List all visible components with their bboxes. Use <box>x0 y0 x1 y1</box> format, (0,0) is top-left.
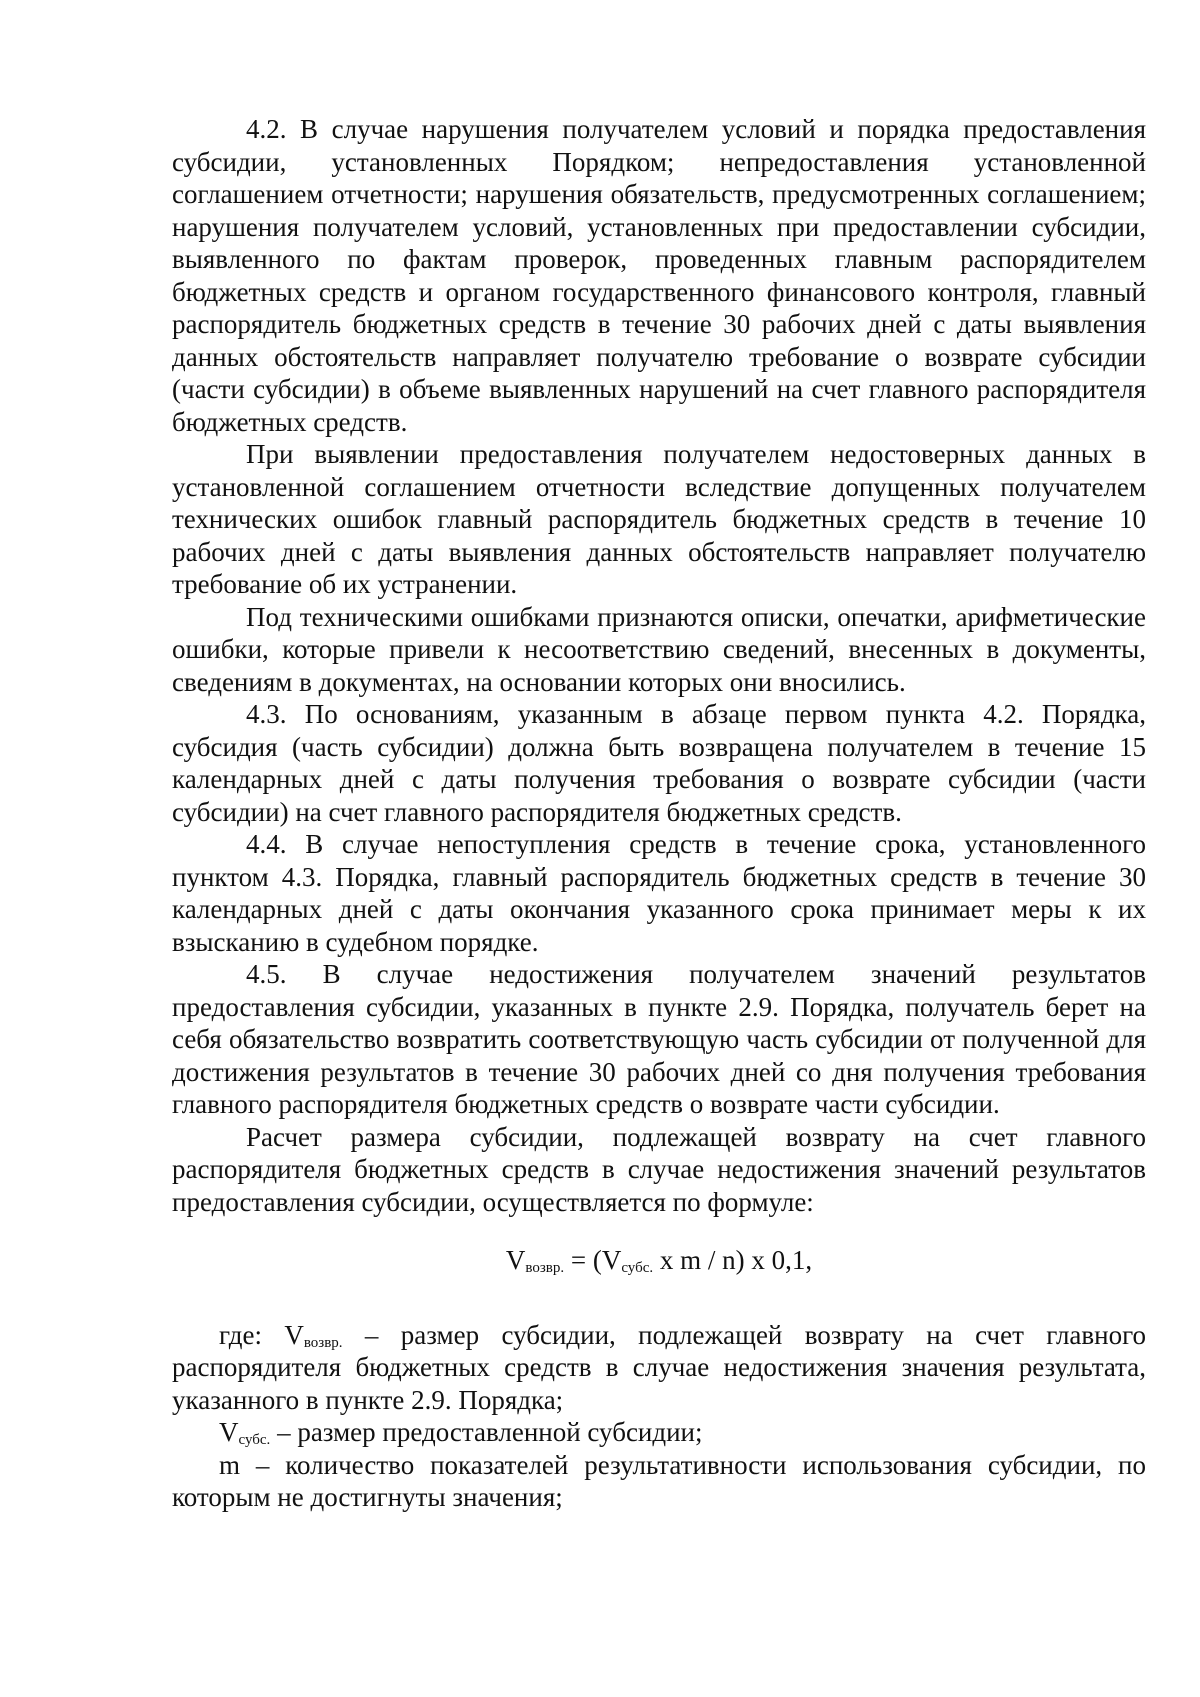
formula-rest: x m / n) x 0,1, <box>653 1245 813 1275</box>
paragraph-technical-errors: При выявлении предоставления получателем недостоверных данных в установленной соглашением отчетности вследствие допущенных получателем технических ошибок главный распорядитель бюджетных средств в течение 10 рабочих дней с даты выявления данных обстоятельств направляет получателю требование об их устранении. <box>172 439 1146 599</box>
paragraph-4-5: 4.5. В случае недостижения получателем значений результатов предоставления субсидии, указанных в пункте 2.9. Порядка, получатель берет на себя обязательство возвратить соответствующую часть субсидии от полученной для достижения результатов в течение 30 рабочих дней со дня получения требования главного распорядителя бюджетных средств о возврате части субсидии. <box>172 959 1146 1119</box>
paragraph-4-3: 4.3. По основаниям, указанным в абзаце первом пункта 4.2. Порядка, субсидия (часть субсидии) должна быть возвращена получателем в течение 15 календарных дней с даты получения требования о возврате субсидии (части субсидии) на счет главного распорядителя бюджетных средств. <box>172 699 1146 827</box>
paragraph-4-4: 4.4. В случае непоступления средств в течение срока, установленного пунктом 4.3. Порядка, главный распорядитель бюджетных средств в течение 30 календарных дней с даты окончания указанного срока принимает меры к их взысканию в судебном порядке. <box>172 829 1146 957</box>
return-formula <box>172 1244 1146 1277</box>
document-page <box>172 113 1146 1514</box>
definition-m: m – количество показателей результативности использования субсидии, по которым не достигнуты значения; <box>172 1449 1146 1512</box>
paragraph-4-2: 4.2. В случае нарушения получателем условий и порядка предоставления субсидии, установленных Порядком; непредоставления установленной соглашением отчетности; нарушения обязательств, предусмотренных соглашением; нарушения получателем условий, установленных при предоставлении субсидии, выявленного по фактам проверок, проведенных главным распорядителем бюджетных средств и органом государственного финансового контроля, главный распорядитель бюджетных средств в течение 30 рабочих дней с даты выявления данных обстоятельств направляет получателю требование о возврате субсидии (части субсидии) в объеме выявленных нарушений на счет главного распорядителя бюджетных средств. <box>172 114 1146 437</box>
formula-v-return: V <box>505 1245 526 1275</box>
definition-v-subs-subscript: субс. <box>238 1432 271 1448</box>
definition-lead: где: <box>219 1319 285 1350</box>
paragraph-technical-errors-definition: Под техническими ошибками признаются описки, опечатки, арифметические ошибки, которые привели к несоответствию сведений, внесенных в документы, сведениям в документах, на основании которых они вносились. <box>172 601 1146 697</box>
definition-v-subs-letter: V <box>219 1417 239 1447</box>
formula-v-subs: V <box>601 1245 622 1275</box>
definition-v-subs <box>172 1416 1146 1449</box>
formula-v-return-subscript: возвр. <box>525 1260 565 1276</box>
definition-v-return-letter: V <box>284 1319 304 1350</box>
paragraph-calculation: Расчет размера субсидии, подлежащей возврату на счет главного распорядителя бюджетных средств в случае недостижения значений результатов предоставления субсидии, осуществляется по формуле: <box>172 1121 1146 1217</box>
definition-v-return-subscript: возвр. <box>303 1334 343 1351</box>
formula-eq-open: = ( <box>564 1245 602 1275</box>
formula-v-subs-subscript: субс. <box>621 1260 654 1276</box>
definition-v-return-text: – размер субсидии, подлежащей возврату на счет главного распорядителя бюджетных средств в случае недостижения значения результата, указанного в пункте 2.9. Порядка; <box>172 1319 1146 1415</box>
definition-v-return <box>172 1319 1146 1417</box>
definition-v-subs-text: – размер предоставленной субсидии; <box>270 1417 703 1447</box>
